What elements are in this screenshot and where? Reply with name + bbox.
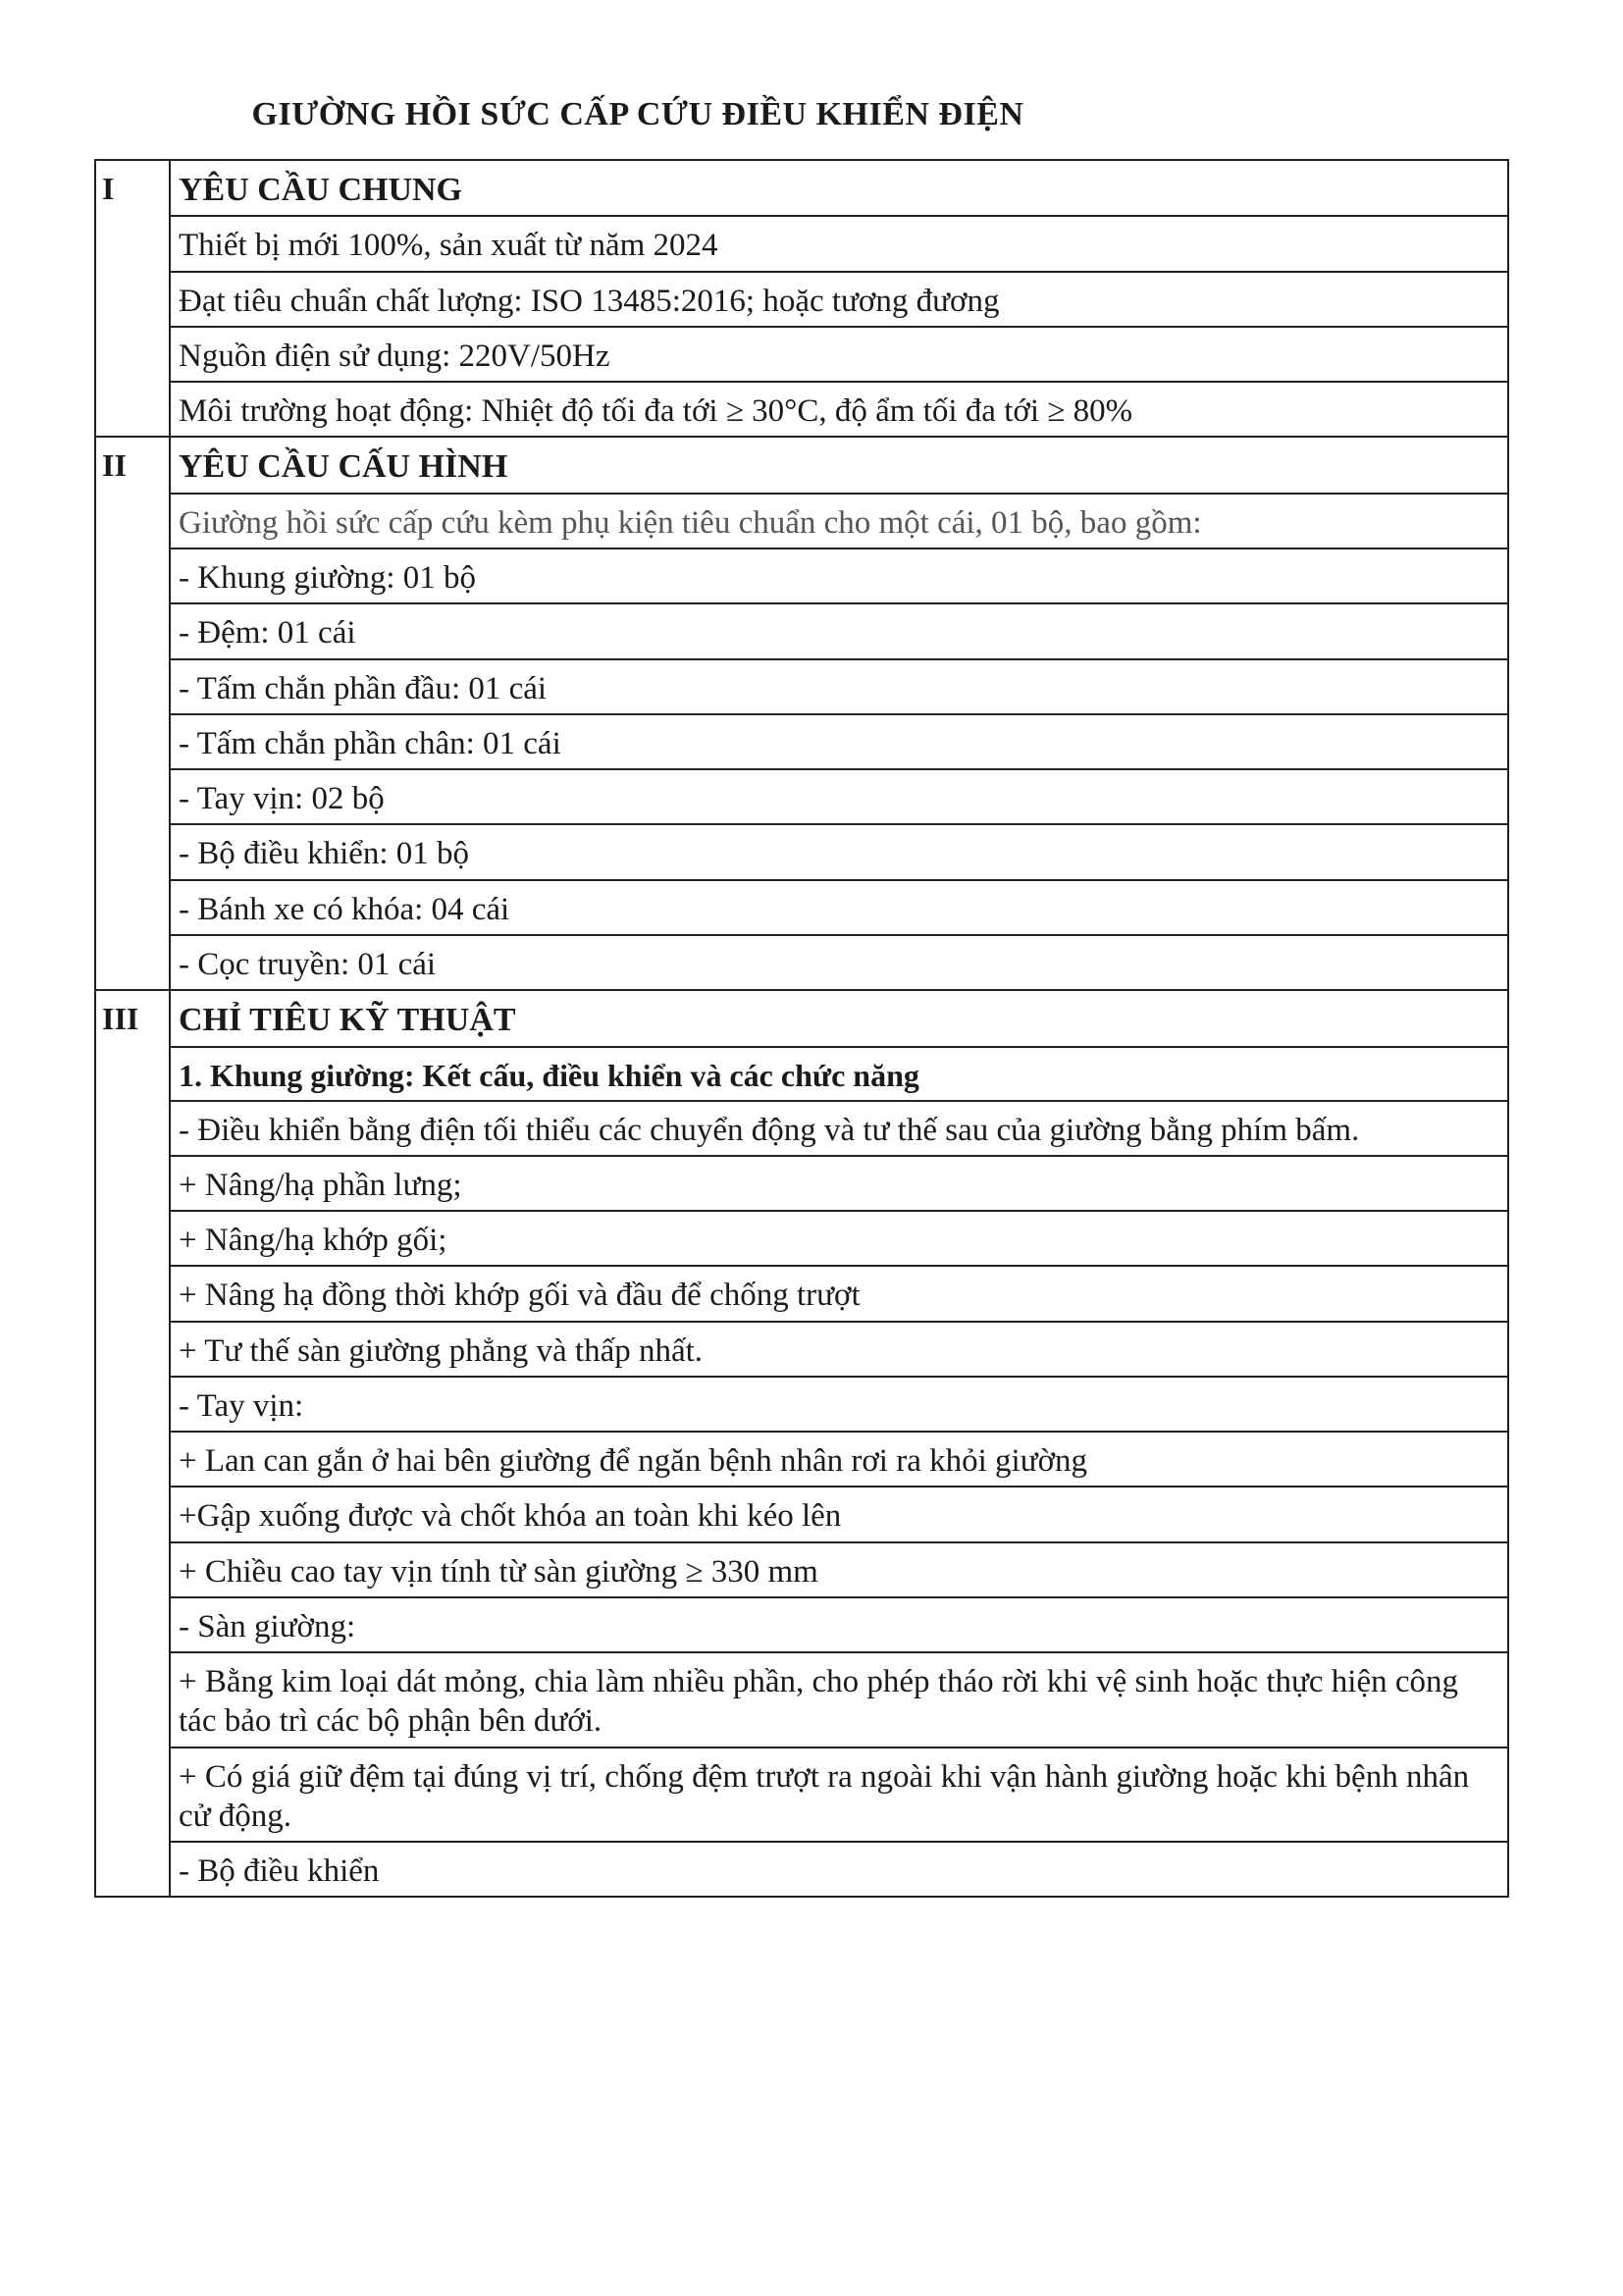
section-heading-cell: YÊU CẦU CẤU HÌNH xyxy=(170,437,1508,493)
section-number-cell xyxy=(95,659,170,714)
requirement-cell: - Bộ điều khiển: 01 bộ xyxy=(170,824,1508,879)
requirement-cell: + Nâng/hạ phần lưng; xyxy=(170,1156,1508,1211)
section-row xyxy=(95,160,1508,216)
section-number-cell xyxy=(95,1322,170,1377)
requirement-cell: - Khung giường: 01 bộ xyxy=(170,548,1508,603)
section-number-cell xyxy=(95,548,170,603)
table-row xyxy=(95,935,1508,990)
requirement-cell: - Sàn giường: xyxy=(170,1597,1508,1652)
document-title: GIƯỜNG HỒI SỨC CẤP CỨU ĐIỀU KHIỂN ĐIỆN xyxy=(251,96,1024,132)
requirement-cell: Môi trường hoạt động: Nhiệt độ tối đa tới ≥ 30°C, độ ẩm tối đa tới ≥ 80% xyxy=(170,382,1508,437)
section-number-cell xyxy=(95,1101,170,1156)
section-number-cell xyxy=(95,1842,170,1897)
section-row xyxy=(95,437,1508,493)
section-number-cell xyxy=(95,272,170,327)
table-row xyxy=(95,272,1508,327)
requirement-cell: - Bộ điều khiển xyxy=(170,1842,1508,1897)
section-number-cell xyxy=(95,1748,170,1843)
specification-table-body xyxy=(95,160,1508,1897)
section-number-cell: II xyxy=(95,437,170,493)
section-number-cell xyxy=(95,1266,170,1321)
table-row xyxy=(95,1597,1508,1652)
table-row xyxy=(95,1266,1508,1321)
table-row xyxy=(95,659,1508,714)
requirement-cell: + Bằng kim loại dát mỏng, chia làm nhiều phần, cho phép tháo rời khi vệ sinh hoặc thực hiện công tác bảo trì các bộ phận bên dưới. xyxy=(170,1652,1508,1748)
section-number-cell: III xyxy=(95,990,170,1046)
section-number-cell xyxy=(95,216,170,271)
section-number-cell xyxy=(95,1377,170,1432)
table-row xyxy=(95,327,1508,382)
table-row xyxy=(95,1487,1508,1541)
section-number-cell xyxy=(95,1487,170,1541)
requirement-cell: Thiết bị mới 100%, sản xuất từ năm 2024 xyxy=(170,216,1508,271)
table-row xyxy=(95,1652,1508,1748)
requirement-cell: - Đệm: 01 cái xyxy=(170,603,1508,658)
requirement-cell: + Lan can gắn ở hai bên giường để ngăn bệnh nhân rơi ra khỏi giường xyxy=(170,1432,1508,1487)
table-row xyxy=(95,382,1508,437)
requirement-cell: Đạt tiêu chuẩn chất lượng: ISO 13485:2016; hoặc tương đương xyxy=(170,272,1508,327)
section-number-cell xyxy=(95,880,170,935)
table-row xyxy=(95,1322,1508,1377)
table-row xyxy=(95,1047,1508,1101)
table-row xyxy=(95,714,1508,769)
requirement-cell: Nguồn điện sử dụng: 220V/50Hz xyxy=(170,327,1508,382)
table-row xyxy=(95,1377,1508,1432)
section-heading-cell: CHỈ TIÊU KỸ THUẬT xyxy=(170,990,1508,1046)
table-row xyxy=(95,1156,1508,1211)
section-number-cell xyxy=(95,327,170,382)
specification-table xyxy=(94,159,1509,1898)
table-row xyxy=(95,548,1508,603)
requirement-cell: Giường hồi sức cấp cứu kèm phụ kiện tiêu chuẩn cho một cái, 01 bộ, bao gồm: xyxy=(170,494,1508,548)
section-heading-cell: YÊU CẦU CHUNG xyxy=(170,160,1508,216)
requirement-cell: - Bánh xe có khóa: 04 cái xyxy=(170,880,1508,935)
requirement-cell: + Có giá giữ đệm tại đúng vị trí, chống đệm trượt ra ngoài khi vận hành giường hoặc khi bệnh nhân cử động. xyxy=(170,1748,1508,1843)
section-number-cell xyxy=(95,769,170,824)
table-row xyxy=(95,603,1508,658)
requirement-cell: + Tư thế sàn giường phẳng và thấp nhất. xyxy=(170,1322,1508,1377)
table-row xyxy=(95,1842,1508,1897)
section-number-cell xyxy=(95,1156,170,1211)
requirement-cell: - Tấm chắn phần đầu: 01 cái xyxy=(170,659,1508,714)
section-number-cell: I xyxy=(95,160,170,216)
section-number-cell xyxy=(95,603,170,658)
table-row xyxy=(95,494,1508,548)
section-row xyxy=(95,990,1508,1046)
section-number-cell xyxy=(95,1432,170,1487)
requirement-cell: - Điều khiển bằng điện tối thiểu các chuyển động và tư thế sau của giường bằng phím bấm. xyxy=(170,1101,1508,1156)
requirement-cell: + Nâng hạ đồng thời khớp gối và đầu để chống trượt xyxy=(170,1266,1508,1321)
section-number-cell xyxy=(95,824,170,879)
table-row xyxy=(95,824,1508,879)
table-row xyxy=(95,1211,1508,1266)
table-row xyxy=(95,216,1508,271)
requirement-cell: - Tay vịn: xyxy=(170,1377,1508,1432)
table-row xyxy=(95,769,1508,824)
requirement-cell: +Gập xuống được và chốt khóa an toàn khi kéo lên xyxy=(170,1487,1508,1541)
section-number-cell xyxy=(95,714,170,769)
section-number-cell xyxy=(95,494,170,548)
requirement-cell: + Nâng/hạ khớp gối; xyxy=(170,1211,1508,1266)
table-row xyxy=(95,1101,1508,1156)
table-row xyxy=(95,1432,1508,1487)
section-number-cell xyxy=(95,1652,170,1748)
section-number-cell xyxy=(95,1047,170,1101)
table-row xyxy=(95,1542,1508,1597)
requirement-cell: 1. Khung giường: Kết cấu, điều khiển và các chức năng xyxy=(170,1047,1508,1101)
requirement-cell: - Tay vịn: 02 bộ xyxy=(170,769,1508,824)
section-number-cell xyxy=(95,1542,170,1597)
requirement-cell: - Cọc truyền: 01 cái xyxy=(170,935,1508,990)
table-row xyxy=(95,880,1508,935)
section-number-cell xyxy=(95,382,170,437)
requirement-cell: - Tấm chắn phần chân: 01 cái xyxy=(170,714,1508,769)
table-row xyxy=(95,1748,1508,1843)
section-number-cell xyxy=(95,1597,170,1652)
section-number-cell xyxy=(95,1211,170,1266)
requirement-cell: + Chiều cao tay vịn tính từ sàn giường ≥ 330 mm xyxy=(170,1542,1508,1597)
section-number-cell xyxy=(95,935,170,990)
